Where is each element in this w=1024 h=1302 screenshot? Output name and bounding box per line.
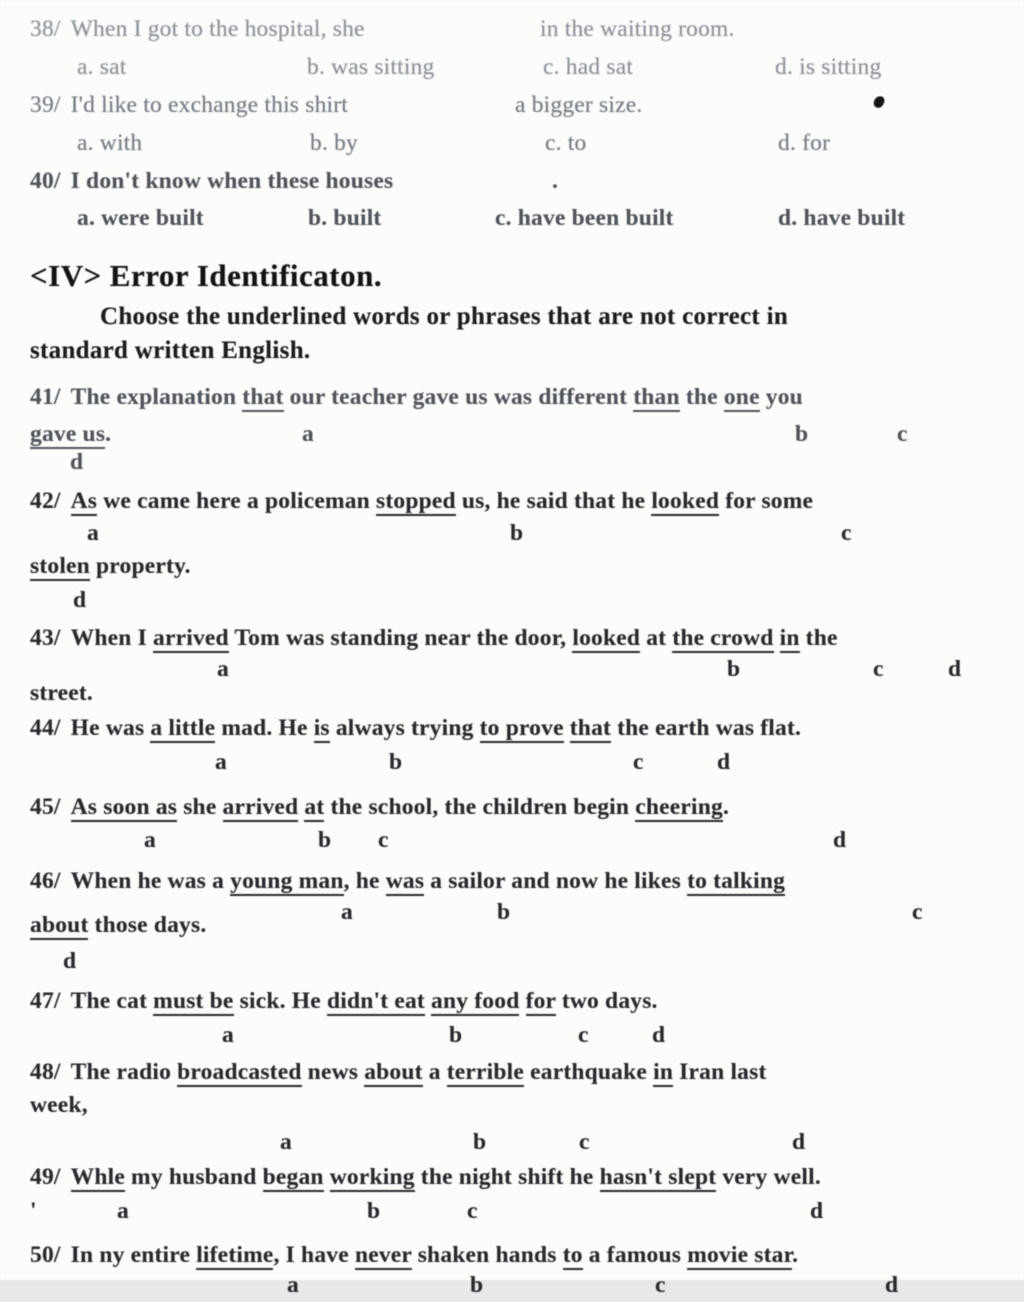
question-41-row — [0, 382, 1024, 414]
text-run: . — [722, 794, 730, 820]
choice-letter-a: a — [341, 899, 353, 925]
choice-letter-c: c — [467, 1198, 478, 1224]
text-run: Iran last — [673, 1059, 767, 1085]
underlined-phrase: lifetime — [196, 1242, 274, 1268]
question-50-row — [0, 1270, 1024, 1302]
text-run: us, he said that he — [455, 488, 652, 514]
question-47-row — [0, 1020, 1024, 1052]
text-run: earthquake — [524, 1059, 654, 1085]
choice-letter-c: c — [378, 827, 389, 853]
question-line — [30, 419, 111, 449]
question-39-row — [0, 90, 1024, 122]
question-line — [30, 910, 206, 940]
text-run: the — [679, 384, 724, 410]
choice-letter-b: b — [510, 520, 524, 546]
text-run: In ny entire — [70, 1242, 197, 1268]
text-run: the earth was flat. — [611, 715, 802, 741]
text-run: we came here a policeman — [97, 488, 377, 514]
question-48-row — [0, 1057, 1024, 1089]
text-run: When I — [70, 625, 154, 651]
question-number: 38/ — [30, 16, 61, 42]
text-run: she — [177, 794, 223, 820]
underlined-phrase: was — [385, 868, 425, 894]
text-run: I don't know when these houses — [70, 168, 394, 194]
underlined-phrase: looked — [572, 625, 641, 651]
question-48-row — [0, 1090, 1024, 1122]
underlined-phrase: that — [242, 384, 284, 410]
choice-letter-b: b — [497, 899, 511, 925]
option-c: c. have been built — [495, 205, 674, 231]
question-42-row — [0, 551, 1024, 583]
question-line — [30, 623, 838, 653]
underlined-phrase: Whle — [70, 1164, 125, 1190]
choice-letter-c: c — [897, 421, 908, 447]
underlined-phrase: is — [313, 715, 330, 741]
instructions-line-1: Choose the underlined words or phrases that are not correct in — [100, 303, 789, 330]
question-49-row — [0, 1196, 1024, 1228]
underlined-phrase: the crowd — [672, 625, 774, 651]
question-number: 40/ — [30, 168, 61, 194]
underlined-phrase: never — [354, 1242, 412, 1268]
underlined-phrase: arrived — [153, 625, 229, 651]
text-run — [774, 625, 780, 651]
question-38-row — [0, 52, 1024, 84]
underlined-phrase: stopped — [376, 488, 456, 514]
text-run: mad. He — [215, 715, 314, 741]
choice-letter-c: c — [912, 899, 923, 925]
question-45-row — [0, 825, 1024, 857]
underlined-phrase: about — [30, 912, 89, 938]
question-43-row — [0, 623, 1024, 655]
text-run: The explanation — [70, 384, 243, 410]
choice-letter-d: d — [717, 749, 731, 775]
text-run: He was — [70, 715, 151, 741]
choice-letter-a: a — [302, 421, 314, 447]
question-46-row — [0, 910, 1024, 942]
choice-letter-c: c — [579, 1129, 590, 1155]
stem-right: in the waiting room. — [540, 16, 735, 42]
underlined-phrase: movie star — [687, 1242, 793, 1268]
question-line — [30, 713, 801, 743]
question-44-row — [0, 713, 1024, 745]
text-run — [324, 1164, 330, 1190]
question-number: 44/ — [30, 715, 61, 741]
choice-letter-c: c — [578, 1022, 589, 1048]
text-run: week, — [30, 1092, 88, 1118]
section-header — [30, 258, 382, 294]
question-line — [30, 551, 191, 581]
choice-letter-c: c — [873, 656, 884, 682]
stem-right: a bigger size. — [515, 92, 643, 118]
option-b: b. by — [310, 130, 358, 156]
section-title: Error Identificaton. — [109, 258, 383, 293]
underlined-phrase: any food — [431, 988, 520, 1014]
option-c: c. had sat — [543, 54, 634, 80]
choice-letter-b: b — [449, 1022, 463, 1048]
underlined-phrase: about — [364, 1059, 423, 1085]
question-number: 42/ — [30, 488, 61, 514]
underlined-phrase: cheering — [635, 794, 723, 820]
choice-letter-a: a — [287, 1272, 299, 1298]
text-run: the school, the children begin — [324, 794, 636, 820]
question-line — [30, 678, 93, 708]
choice-letter-d: d — [833, 827, 847, 853]
question-42-row — [0, 518, 1024, 550]
choice-letter-a: a — [144, 827, 156, 853]
underlined-phrase: looked — [651, 488, 720, 514]
question-number: 47/ — [30, 988, 61, 1014]
underlined-phrase: to talking — [687, 868, 786, 894]
underlined-phrase: to — [562, 1242, 583, 1268]
question-line — [30, 486, 813, 516]
question-number: 41/ — [30, 384, 61, 410]
text-run: , he — [343, 868, 386, 894]
text-run — [564, 715, 570, 741]
text-run: The radio — [70, 1059, 178, 1085]
question-number: 45/ — [30, 794, 61, 820]
text-run: news — [301, 1059, 365, 1085]
question-42-row — [0, 585, 1024, 617]
text-run: . — [792, 1242, 799, 1268]
choice-letter-a: a — [117, 1198, 129, 1224]
text-run: our teacher gave us was different — [283, 384, 634, 410]
question-46-row — [0, 866, 1024, 898]
choice-letter-b: b — [318, 827, 332, 853]
question-number: 48/ — [30, 1059, 61, 1085]
question-47-row — [0, 986, 1024, 1018]
question-line — [30, 866, 785, 896]
choice-letter-a: a — [280, 1129, 292, 1155]
section-tag: <IV> — [30, 258, 102, 293]
underlined-phrase: in — [653, 1059, 674, 1085]
underlined-phrase: to prove — [479, 715, 564, 741]
text-run: property. — [89, 553, 191, 579]
underlined-phrase: As — [70, 488, 98, 514]
text-run: sick. He — [233, 988, 327, 1014]
choice-letter-d: d — [948, 656, 962, 682]
choice-letter-d: d — [73, 587, 87, 613]
text-run: very well. — [716, 1164, 821, 1190]
stray-mark: ' — [30, 1198, 37, 1224]
question-line — [30, 90, 348, 120]
question-45-row — [0, 792, 1024, 824]
question-line — [30, 166, 393, 196]
question-39-row — [0, 128, 1024, 160]
question-line — [30, 14, 365, 44]
text-run: street. — [30, 680, 93, 706]
choice-letter-c: c — [655, 1272, 666, 1298]
text-run: Tom was standing near the door, — [228, 625, 573, 651]
underlined-phrase: that — [569, 715, 612, 741]
underlined-phrase: arrived — [222, 794, 299, 820]
text-run: I'd like to exchange this shirt — [70, 92, 348, 118]
underlined-phrase: than — [633, 384, 680, 410]
underlined-phrase: for — [525, 988, 556, 1014]
option-a: a. sat — [77, 54, 127, 80]
underlined-phrase: a little — [150, 715, 216, 741]
question-46-row — [0, 946, 1024, 978]
option-b: b. was sitting — [307, 54, 435, 80]
text-run: a — [422, 1059, 447, 1085]
choice-letter-a: a — [217, 656, 229, 682]
question-line — [30, 792, 729, 822]
option-a: a. were built — [77, 205, 204, 231]
option-d: d. for — [778, 130, 831, 156]
question-line — [30, 382, 803, 412]
text-run: a famous — [582, 1242, 688, 1268]
question-40-row — [0, 203, 1024, 235]
question-48-row — [0, 1127, 1024, 1159]
question-42-row — [0, 486, 1024, 518]
choice-letter-b: b — [470, 1272, 484, 1298]
text-run: When I got to the hospital, she — [70, 16, 365, 42]
question-line — [30, 1057, 767, 1087]
underlined-phrase: broadcasted — [177, 1059, 302, 1085]
question-number: 49/ — [30, 1164, 61, 1190]
stem-right: . — [552, 168, 559, 194]
question-50-row — [0, 1240, 1024, 1272]
choice-letter-b: b — [727, 656, 741, 682]
choice-letter-c: c — [633, 749, 644, 775]
underlined-phrase: terrible — [446, 1059, 525, 1085]
choice-letter-a: a — [222, 1022, 234, 1048]
choice-letter-d: d — [810, 1198, 824, 1224]
question-number: 43/ — [30, 625, 61, 651]
choice-letter-d: d — [63, 948, 77, 974]
instructions-line-2: standard written English. — [30, 337, 311, 364]
question-line — [30, 1162, 821, 1192]
option-a: a. with — [77, 130, 143, 156]
choice-letter-b: b — [795, 421, 809, 447]
underlined-phrase: young man — [230, 868, 344, 894]
option-b: b. built — [308, 205, 382, 231]
underlined-phrase: one — [723, 384, 760, 410]
underlined-phrase: gave us — [30, 421, 106, 447]
question-number: 39/ — [30, 92, 61, 118]
choice-letter-d: d — [70, 449, 84, 475]
text-run: . — [105, 421, 112, 447]
underlined-phrase: stolen — [30, 553, 90, 579]
text-run: my husband — [124, 1164, 263, 1190]
option-d: d. is sitting — [775, 54, 882, 80]
text-run — [519, 988, 525, 1014]
text-run: the — [799, 625, 838, 651]
underlined-phrase: began — [262, 1164, 324, 1190]
question-38-row — [0, 14, 1024, 46]
question-43-row — [0, 678, 1024, 710]
question-line — [30, 986, 658, 1016]
choice-letter-b: b — [473, 1129, 487, 1155]
choice-letter-b: b — [367, 1198, 381, 1224]
text-run: the night shift he — [414, 1164, 600, 1190]
question-line — [30, 1240, 798, 1270]
text-run: always trying — [329, 715, 480, 741]
choice-letter-d: d — [792, 1129, 806, 1155]
choice-letter-a: a — [87, 520, 99, 546]
question-40-row — [0, 166, 1024, 198]
text-run: at — [640, 625, 673, 651]
question-44-row — [0, 747, 1024, 779]
text-run: When he was a — [70, 868, 231, 894]
question-line — [30, 1090, 88, 1120]
text-run: , I have — [273, 1242, 355, 1268]
text-run: two days. — [555, 988, 658, 1014]
option-d: d. have built — [778, 205, 906, 231]
text-run: you — [759, 384, 803, 410]
underlined-phrase: must be — [153, 988, 234, 1014]
text-run: those days. — [88, 912, 207, 938]
text-run: for some — [719, 488, 814, 514]
underlined-phrase: in — [779, 625, 800, 651]
choice-letter-d: d — [885, 1272, 899, 1298]
question-41-row — [0, 447, 1024, 479]
choice-letter-c: c — [841, 520, 852, 546]
choice-letter-b: b — [389, 749, 403, 775]
underlined-phrase: As soon as — [70, 794, 178, 820]
underlined-phrase: working — [329, 1164, 415, 1190]
underlined-phrase: at — [304, 794, 325, 820]
question-number: 46/ — [30, 868, 61, 894]
text-run: a sailor and now he likes — [424, 868, 688, 894]
underlined-phrase: hasn't slept — [599, 1164, 717, 1190]
text-run: shaken hands — [411, 1242, 563, 1268]
choice-letter-d: d — [652, 1022, 666, 1048]
text-run: The cat — [70, 988, 154, 1014]
underlined-phrase: didn't eat — [326, 988, 425, 1014]
question-number: 50/ — [30, 1242, 61, 1268]
option-c: c. to — [545, 130, 587, 156]
question-49-row — [0, 1162, 1024, 1194]
choice-letter-a: a — [215, 749, 227, 775]
